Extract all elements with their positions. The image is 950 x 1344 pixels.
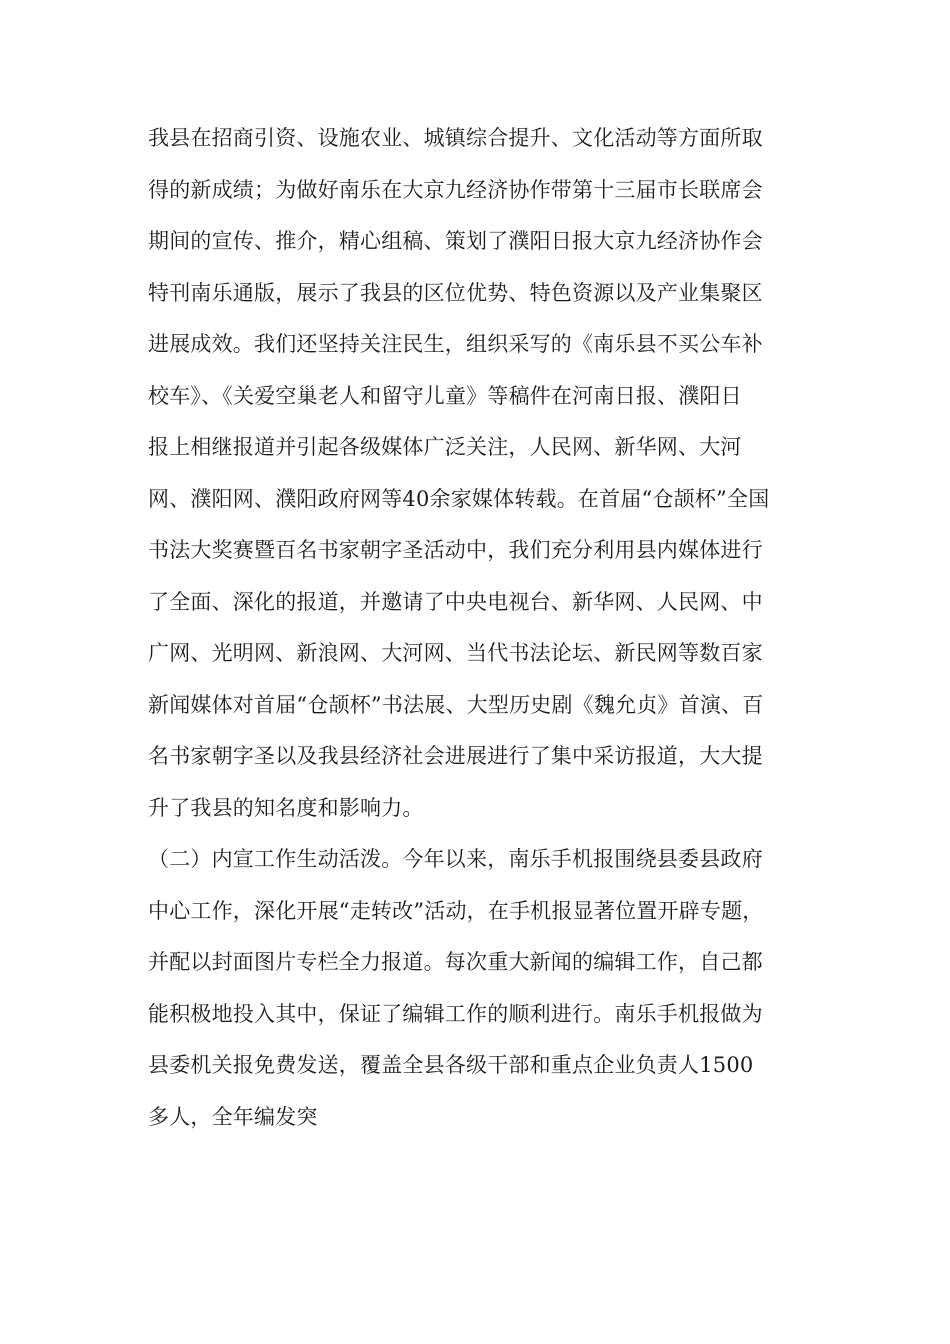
text-line: 特刊南乐通版，展示了我县的区位优势、特色资源以及产业集聚区 — [148, 280, 763, 305]
text-line: 县委机关报免费发送，覆盖全县各级干部和重点企业负责人1500 — [148, 1053, 754, 1077]
text-line: 网、濮阳网、濮阳政府网等40余家媒体转载。在首届“仓颉杯”全国 — [148, 486, 770, 511]
text-line: 广网、光明网、新浪网、大河网、当代书法论坛、新民网等数百家 — [148, 641, 763, 665]
text-line: 我县在招商引资、设施农业、城镇综合提升、文化活动等方面所取 — [148, 126, 763, 150]
text-line: 名书家朝字圣以及我县经济社会进展进行了集中采访报道，大大提 — [148, 744, 763, 768]
text-line: 升了我县的知名度和影响力。 — [148, 795, 424, 820]
text-line: 进展成效。我们还坚持关注民生，组织采写的《南乐县不买公车补 — [148, 332, 763, 356]
text-line: 期间的宣传、推介，精心组稿、策划了濮阳日报大京九经济协作会 — [148, 229, 763, 253]
text-line: 中心工作，深化开展“走转改”活动，在手机报显著位置开辟专题， — [148, 898, 764, 923]
text-line: 得的新成绩；为做好南乐在大京九经济协作带第十三届市长联席会 — [148, 177, 763, 202]
text-line: 校车》、《关爱空巢老人和留守儿童》等稿件在河南日报、濮阳日 — [148, 383, 742, 408]
text-line: 并配以封面图片专栏全力报道。每次重大新闻的编辑工作，自己都 — [148, 950, 763, 974]
text-line: 能积极地投入其中，保证了编辑工作的顺利进行。南乐手机报做为 — [148, 1001, 763, 1026]
text-line: 书法大奖赛暨百名书家朝字圣活动中，我们充分利用县内媒体进行 — [148, 538, 763, 562]
text-line: 报上相继报道并引起各级媒体广泛关注，人民网、新华网、大河 — [148, 435, 742, 459]
text-line: 多人，全年编发突 — [148, 1104, 318, 1129]
body-text — [148, 113, 808, 1143]
section-heading-line: （二）内宣工作生动活泼。今年以来，南乐手机报围绕县委县政府 — [148, 847, 763, 871]
text-line: 了全面、深化的报道，并邀请了中央电视台、新华网、人民网、中 — [148, 589, 763, 614]
text-line: 新闻媒体对首届“仓颉杯”书法展、大型历史剧《魏允贞》首演、百 — [148, 692, 764, 717]
